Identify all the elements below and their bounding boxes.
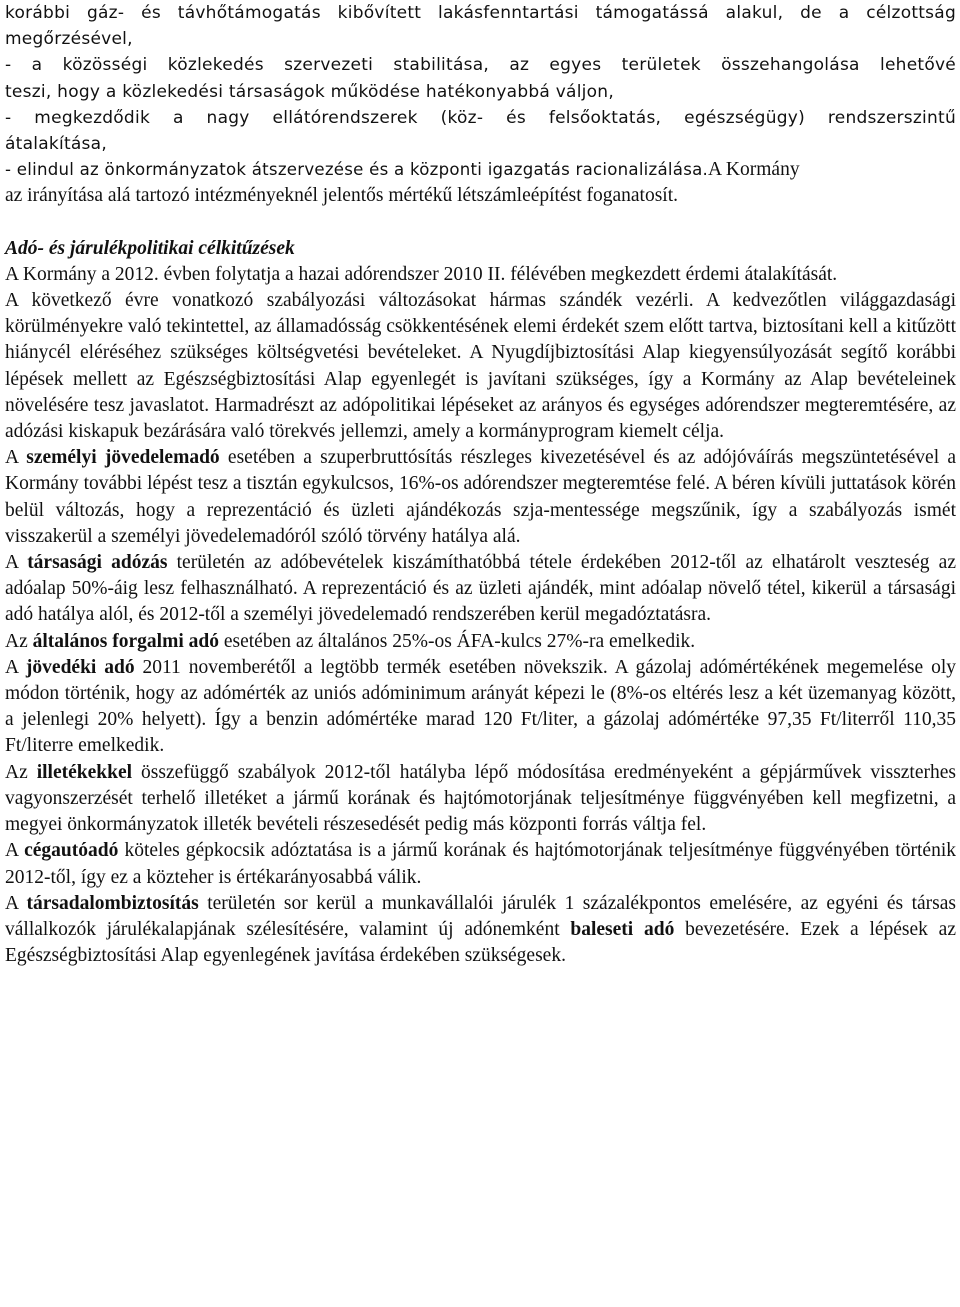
paragraph-afa-pre: Az [5, 630, 33, 652]
paragraph-afa-term: általános forgalmi adó [32, 630, 219, 652]
intro-line-7-sans: - elindul az önkormányzatok átszervezése és a központi igazgatás racionalizálása. [5, 160, 709, 180]
intro-line-2: megőrzésével, [5, 29, 133, 50]
intro-line-1: korábbi gáz- és távhőtámogatás kibővített lakásfenntartási támogatássá alakul, de a célzottság [5, 3, 956, 23]
section-heading: Adó- és járulékpolitikai célkitűzések [5, 237, 295, 259]
paragraph-illetek-post: összefüggő szabályok 2012-től hatályba lépő módosítása eredményeként a gépjárművek visszterhes vagyonszerzését terhelő illetéket a jármű korának és hajtómotorjának teljesítménye függvényében kell megfizetni, a megyei önkormányzatok illeték bevételi részesedését pedig más központi forrás váltja fel. [5, 761, 956, 836]
paragraph-tb-post: bevezetésére. Ezek a lépések az Egészségbiztosítási Alap egyenlegének javítása érdekében szükségesek. [5, 918, 956, 967]
paragraph-jovedeki-post: 2011 novemberétől a legtöbb termék esetében növekszik. A gázolaj adómértékének megemelése oly módon történik, hogy az adómérték az uniós adóminimum arányát képezi le (8%-os eltérés lesz a két üzemanyag között, a jelenlegi 20% helyett). Így a benzin adómértéke marad 120 Ft/liter, a gázolaj adómértéke 97,35 Ft/literről 110,35 Ft/literre emelkedik. [5, 656, 956, 757]
paragraph-illetek-pre: Az [5, 761, 37, 783]
paragraph-tarsasagi-pre: A [5, 552, 28, 574]
paragraph-afa-post: esetében az általános 25%-os ÁFA-kulcs 27%-ra emelkedik. [218, 630, 696, 652]
intro-line-3: - a közösségi közlekedés szervezeti stabilitása, az egyes területek összehangolása lehetővé [5, 55, 956, 76]
paragraph-afa [5, 629, 956, 655]
paragraph-tarsasagi [5, 550, 956, 629]
paragraph-1: A Kormány a 2012. évben folytatja a hazai adórendszer 2010 II. félévében megkezdett érdemi átalakítását. [5, 263, 838, 285]
paragraph-tarsasagi-term: társasági adózás [27, 552, 168, 574]
paragraph-cegauto-term: cégautóadó [24, 840, 119, 862]
paragraph-jovedeki-term: jövedéki adó [25, 656, 135, 678]
intro-line-7-serif: A Kormány [708, 159, 800, 181]
paragraph-cegauto-pre: A [5, 840, 25, 862]
intro-line-4: teszi, hogy a közlekedési társaságok működése hatékonyabbá váljon, [5, 81, 614, 102]
paragraph-illetek-term: illetékekkel [36, 761, 133, 783]
intro-line-8: az irányítása alá tartozó intézményeknél jelentős mértékű létszámleépítést foganatosít. [5, 185, 679, 207]
paragraph-jovedeki [5, 655, 956, 760]
intro-line-5: - megkezdődik a nagy ellátórendszerek (köz- és felsőoktatás, egészségügy) rendszerszintű [5, 107, 956, 128]
paragraph-cegauto-post: köteles gépkocsik adóztatása is a jármű korának és hajtómotorjának teljesítménye függvényében történik 2012-től, így ez a közteher is értékarányosabbá válik. [5, 840, 956, 888]
paragraph-szja [5, 445, 956, 550]
paragraph-tb-pre: A [5, 892, 27, 914]
intro-block [5, 0, 956, 210]
paragraph-tb-mid: területén sor kerül a munkavállalói járulék 1 százalékpontos emelésére, az egyéni és társas vállalkozók járulékalapjának szélesítésére, valamint új adónemként [5, 892, 956, 940]
intro-line-6: átalakítása, [5, 134, 107, 155]
paragraph-illetek [5, 760, 956, 839]
paragraph-2: A következő évre vonatkozó szabályozási változásokat hármas szándék vezérli. A kedvezőtlen világgazdasági körülményekre való tekintettel, az államadósság csökkentésének elemi érdekét szem előtt tartva, biztosítani kell a kitűzött hiánycél eléréséhez szükséges költségvetési bevételeket. A Nyugdíjbiztosítási Alap kiegyensúlyozását segítő korábbi lépések mellett az Egészségbiztosítási Alap egyenlegét is javítani szükséges, így a Kormány az Alap bevételeinek növelésére tesz javaslatot. Harmadrészt az adópolitikai lépéseket az arányos és egységes adórendszer megteremtésére, az adózási kiskapuk bezárására való törekvés jellemzi, amely a kormányprogram kiemelt célja. [5, 290, 956, 443]
paragraph-szja-term: személyi jövedelemadó [26, 447, 220, 469]
paragraph-szja-post: esetében a szuperbruttósítás részleges kivezetésével és az adójóváírás megszüntetésével a Kormány további lépést tesz a tisztán egykulcsos, 16%-os adórendszer megteremtése felé. A béren kívüli juttatások körén belül változás, hogy a reprezentáció és üzleti ajándékozás szja-mentessége megszűnik, így a szabályozás ismét visszakerül a személyi jövedelemadóról szóló törvény hatálya alá. [5, 447, 957, 547]
paragraph-tb-term-2: baleseti adó [570, 918, 675, 940]
paragraph-tb [5, 891, 956, 970]
paragraph-jovedeki-pre: A [5, 656, 26, 678]
paragraph-cegauto [5, 838, 956, 890]
intro-line-7 [5, 157, 956, 183]
paragraph-tarsasagi-post: területén az adóbevételek kiszámíthatóbbá tétele érdekében 2012-től az elhatárolt veszteség az adóalap 50%-áig lesz felhasználható. A reprezentáció és az üzleti ajándék, mint adóalap növelő tétel, kikerül a társasági adó hatálya alól, és 2012-től a személyi jövedelemadó rendszerében kerül megadóztatásra. [5, 552, 956, 626]
paragraph-tb-term: társadalombiztosítás [26, 892, 199, 914]
paragraph-szja-pre: A [5, 447, 27, 469]
